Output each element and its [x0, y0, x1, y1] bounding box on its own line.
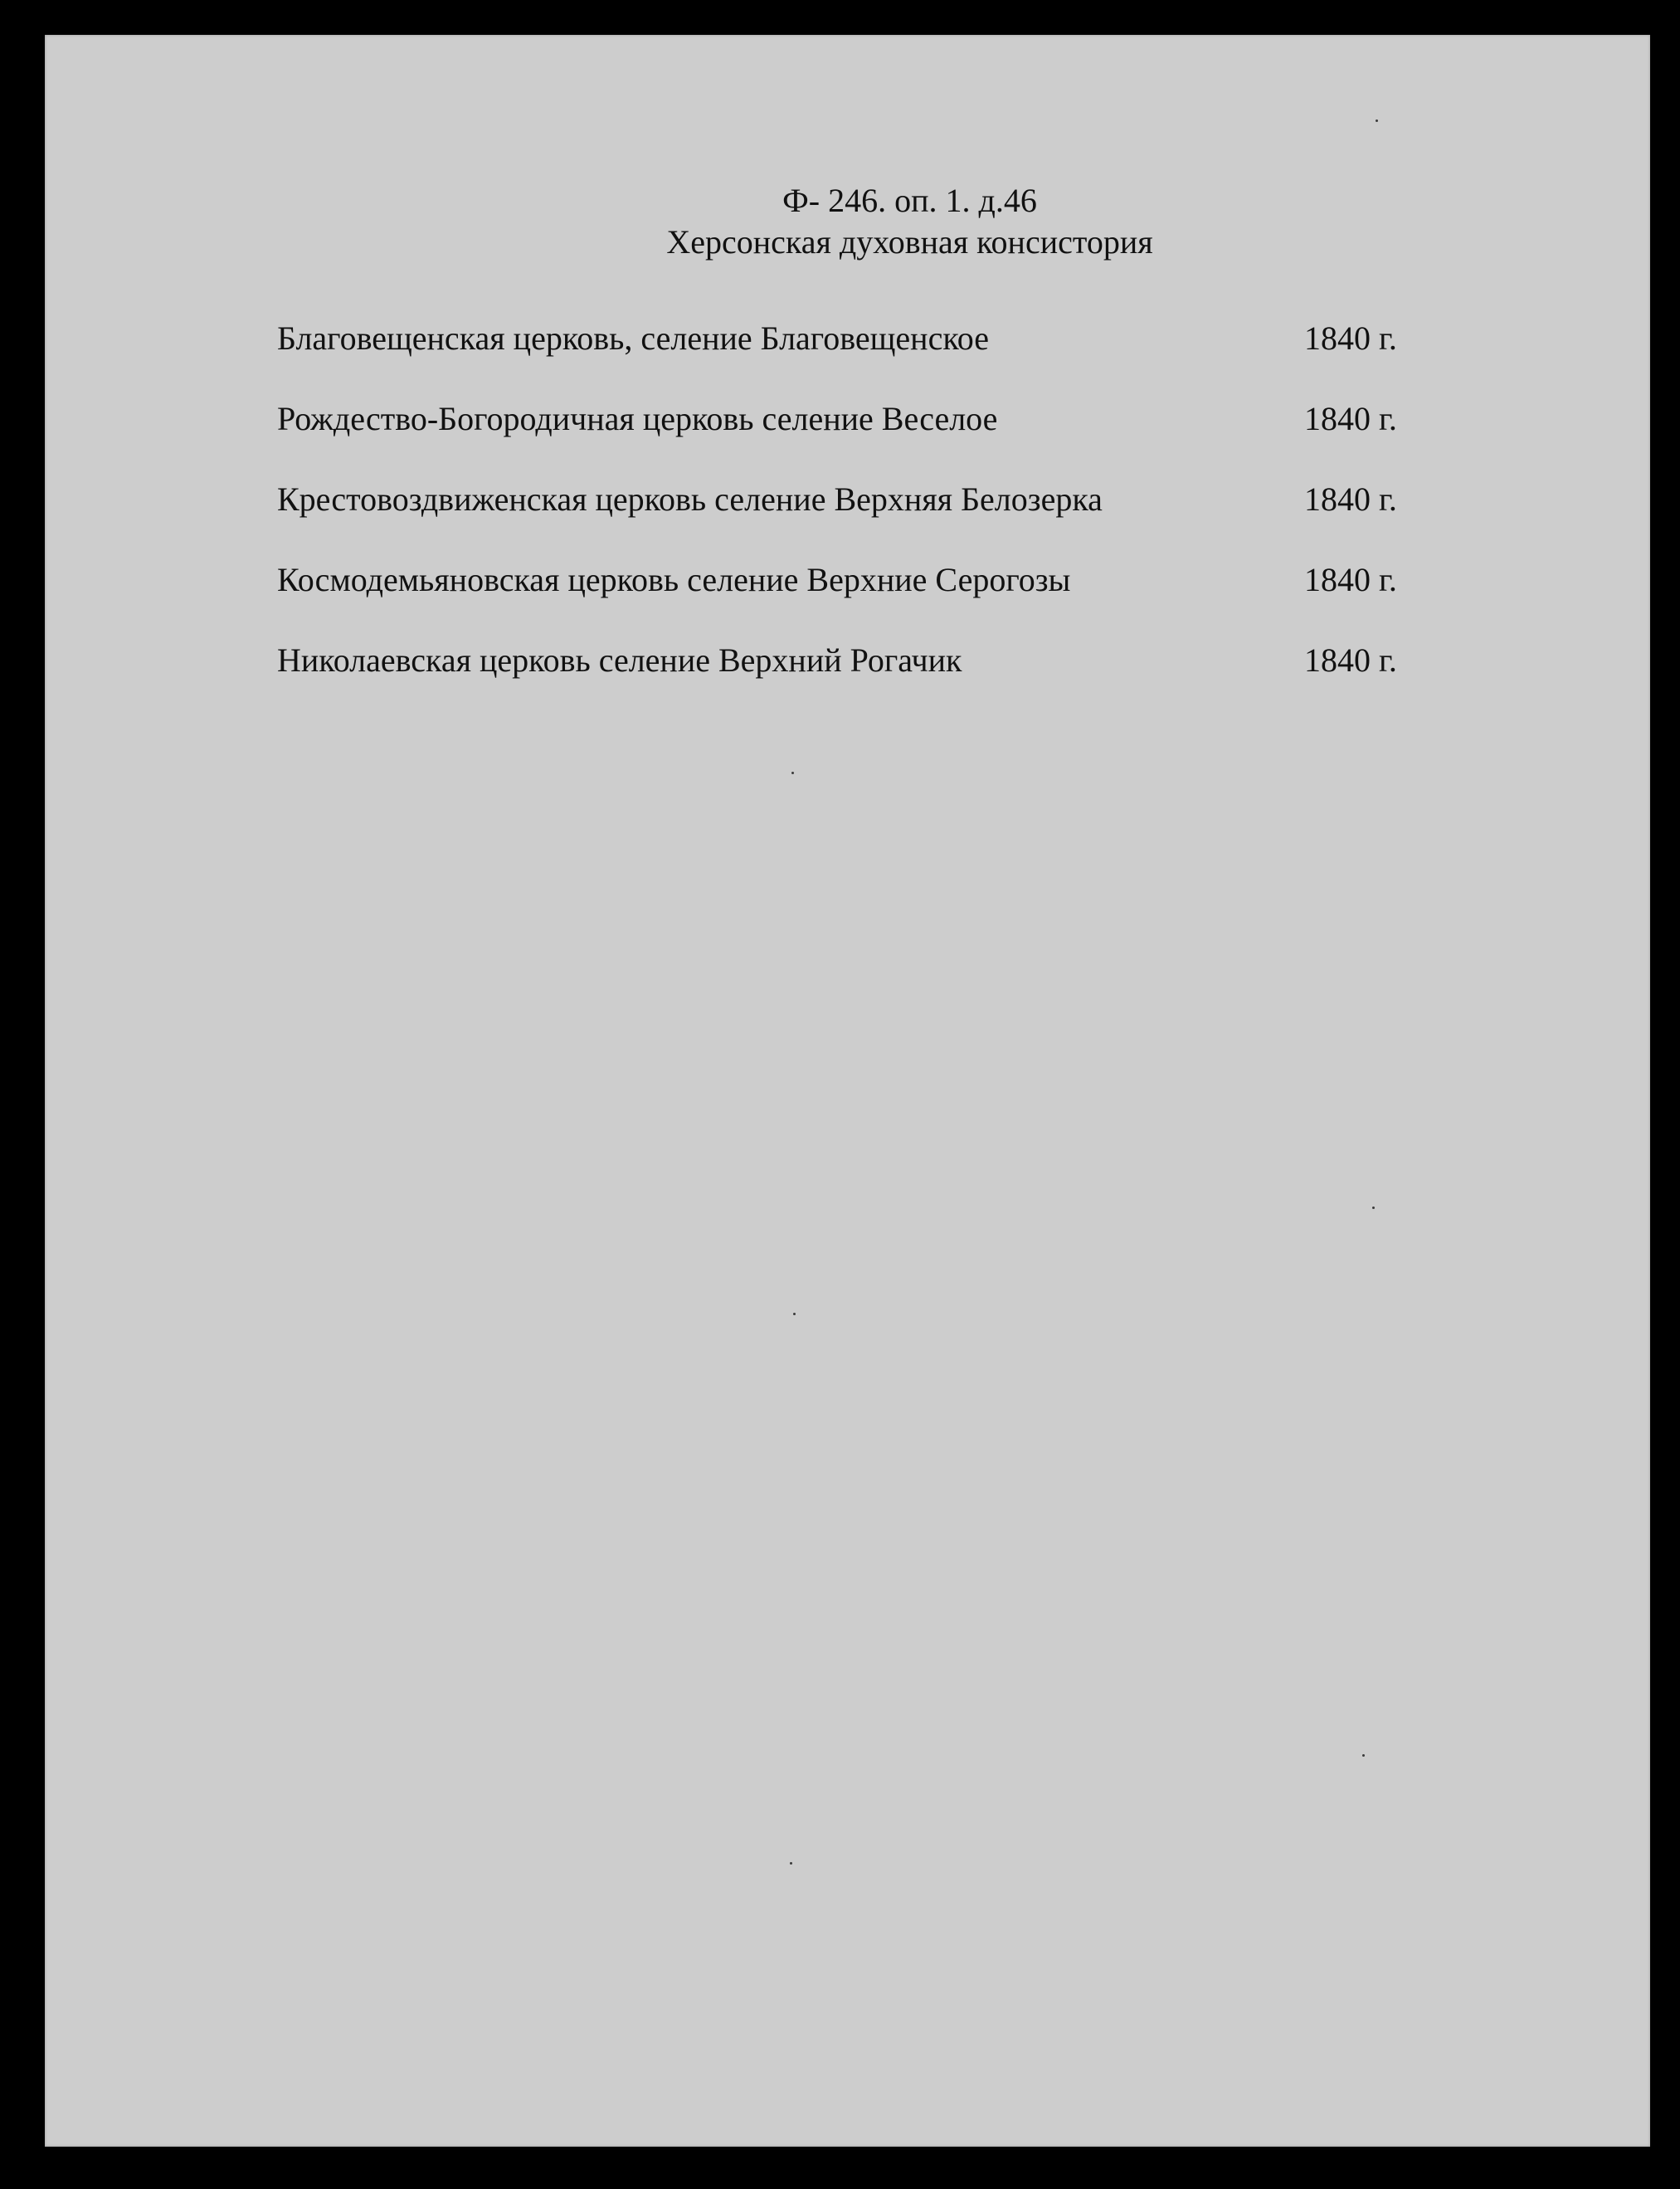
- archive-reference: Ф- 246. оп. 1. д.46: [782, 182, 1037, 219]
- document-header: [45, 180, 1650, 263]
- entry-year: 1840 г.: [1304, 480, 1397, 518]
- entry-title: Николаевская церковь селение Верхний Рогачик: [277, 641, 962, 679]
- document-page: [45, 35, 1650, 2147]
- entry-year: 1840 г.: [1304, 400, 1397, 437]
- entry-title: Космодемьяновская церковь селение Верхние Серогозы: [277, 561, 1071, 598]
- list-item: [45, 476, 1650, 523]
- entry-year: 1840 г.: [1304, 319, 1397, 357]
- scan-speck: [791, 772, 794, 774]
- entry-year: 1840 г.: [1304, 641, 1397, 679]
- entry-title: Рождество-Богородичная церковь селение Веселое: [277, 400, 998, 437]
- scan-speck: [1372, 1207, 1375, 1209]
- scan-speck: [793, 1313, 796, 1315]
- entry-year: 1840 г.: [1304, 561, 1397, 598]
- scan-speck: [790, 1862, 792, 1865]
- entry-title: Крестовоздвиженская церковь селение Верхняя Белозерка: [277, 480, 1103, 518]
- organization-name: Херсонская духовная консистория: [666, 223, 1153, 261]
- list-item: [45, 557, 1650, 603]
- list-item: [45, 637, 1650, 684]
- list-item: [45, 315, 1650, 362]
- list-item: [45, 396, 1650, 442]
- scan-speck: [1362, 1754, 1365, 1757]
- scan-speck: [1376, 119, 1378, 122]
- entry-title: Благовещенская церковь, селение Благовещенское: [277, 319, 989, 357]
